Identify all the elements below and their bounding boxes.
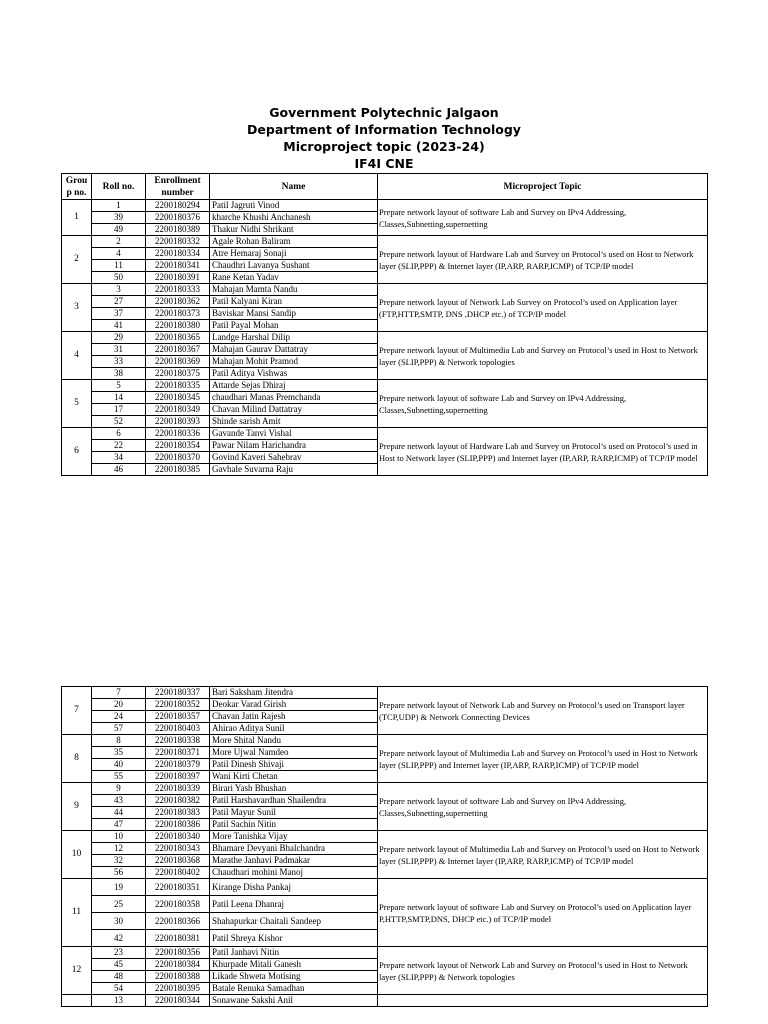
roll-number: 25 — [92, 896, 146, 913]
group-number: 12 — [62, 947, 92, 995]
roll-number: 6 — [92, 428, 146, 440]
roll-number: 17 — [92, 404, 146, 416]
group-number: 9 — [62, 783, 92, 831]
roll-number: 47 — [92, 819, 146, 831]
group-number: 2 — [62, 236, 92, 284]
student-name: kharche Khushi Anchanesh — [210, 212, 378, 224]
roll-number: 4 — [92, 248, 146, 260]
group-number: 10 — [62, 831, 92, 879]
student-name: Wani Kirti Chetan — [210, 771, 378, 783]
microproject-topic: Prepare network layout of Hardware Lab and Survey on Protocol’s used on Host to Network layer (SLIP,PPP) & Internet layer (IP,ARP, RARP,ICMP) of TCP/IP model — [378, 236, 708, 284]
student-name: Govind Kaveri Sahebrav — [210, 452, 378, 464]
table-row — [62, 995, 708, 1007]
roll-number: 2 — [92, 236, 146, 248]
table-row — [62, 284, 708, 296]
roll-number: 11 — [92, 260, 146, 272]
enrollment-number: 2200180349 — [146, 404, 210, 416]
roll-number: 41 — [92, 320, 146, 332]
student-name: Baviskar Mansi Sandip — [210, 308, 378, 320]
enrollment-number: 2200180343 — [146, 843, 210, 855]
group-number: 5 — [62, 380, 92, 428]
enrollment-number: 2200180354 — [146, 440, 210, 452]
enrollment-number: 2200180334 — [146, 248, 210, 260]
student-name: Khurpade Mitali Ganesh — [210, 959, 378, 971]
roll-number: 14 — [92, 392, 146, 404]
table-row — [62, 428, 708, 440]
student-name: Mahajan Mamta Nandu — [210, 284, 378, 296]
table-row — [62, 947, 708, 959]
enrollment-number: 2200180376 — [146, 212, 210, 224]
enrollment-number: 2200180335 — [146, 380, 210, 392]
col-header-enrollment: Enrollment number — [146, 174, 210, 200]
student-name: Gavande Tanvi Vishal — [210, 428, 378, 440]
microproject-table-page1 — [61, 173, 708, 476]
student-name: Chavan Jatin Rajesh — [210, 711, 378, 723]
col-header-group: Grou p no. — [62, 174, 92, 200]
roll-number: 40 — [92, 759, 146, 771]
student-name: Bhamare Devyani Bhalchandra — [210, 843, 378, 855]
student-name: Patil Sachin Nitin — [210, 819, 378, 831]
student-name: Rane Ketan Yadav — [210, 272, 378, 284]
group-number: 11 — [62, 879, 92, 947]
table-body-page1 — [62, 200, 708, 476]
student-name: Agale Rohan Baliram — [210, 236, 378, 248]
roll-number: 19 — [92, 879, 146, 896]
roll-number: 45 — [92, 959, 146, 971]
enrollment-number: 2200180382 — [146, 795, 210, 807]
microproject-topic: Prepare network layout of Hardware Lab and Survey on Protocol’s used on Protocol’s used in Host to Network layer (SLIP,PPP) and Internet layer (IP,ARP, RARP,ICMP) of TCP/IP model — [378, 428, 708, 476]
enrollment-number: 2200180340 — [146, 831, 210, 843]
group-number: 3 — [62, 284, 92, 332]
roll-number: 35 — [92, 747, 146, 759]
roll-number: 7 — [92, 687, 146, 699]
enrollment-number: 2200180352 — [146, 699, 210, 711]
enrollment-number: 2200180379 — [146, 759, 210, 771]
enrollment-number: 2200180384 — [146, 959, 210, 971]
roll-number: 1 — [92, 200, 146, 212]
roll-number: 31 — [92, 344, 146, 356]
enrollment-number: 2200180391 — [146, 272, 210, 284]
enrollment-number: 2200180373 — [146, 308, 210, 320]
student-name: Batale Renuka Samadhan — [210, 983, 378, 995]
group-number: 1 — [62, 200, 92, 236]
enrollment-number: 2200180362 — [146, 296, 210, 308]
student-name: Thakur Nidhi Shrikant — [210, 224, 378, 236]
enrollment-number: 2200180344 — [146, 995, 210, 1007]
enrollment-number: 2200180365 — [146, 332, 210, 344]
roll-number: 33 — [92, 356, 146, 368]
enrollment-number: 2200180389 — [146, 224, 210, 236]
enrollment-number: 2200180395 — [146, 983, 210, 995]
student-name: Kirange Disha Pankaj — [210, 879, 378, 896]
roll-number: 38 — [92, 368, 146, 380]
roll-number: 44 — [92, 807, 146, 819]
roll-number: 39 — [92, 212, 146, 224]
student-name: Patil Payal Mohan — [210, 320, 378, 332]
enrollment-number: 2200180358 — [146, 896, 210, 913]
col-header-topic: Microproject Topic — [378, 174, 708, 200]
enrollment-number: 2200180370 — [146, 452, 210, 464]
class-subject: IF4I CNE — [354, 156, 414, 171]
enrollment-number: 2200180357 — [146, 711, 210, 723]
table-row — [62, 236, 708, 248]
student-name: Patil Jagruti Vinod — [210, 200, 378, 212]
roll-number: 49 — [92, 224, 146, 236]
enrollment-number: 2200180341 — [146, 260, 210, 272]
table-row — [62, 200, 708, 212]
student-name: Patil Dinesh Shivaji — [210, 759, 378, 771]
student-name: Landge Harshal Dilip — [210, 332, 378, 344]
group-number: 7 — [62, 687, 92, 735]
student-name: Patil Shreya Kishor — [210, 930, 378, 947]
student-name: Atre Hemaraj Sonaji — [210, 248, 378, 260]
enrollment-number: 2200180402 — [146, 867, 210, 879]
roll-number: 12 — [92, 843, 146, 855]
document-header — [0, 104, 768, 172]
table-body-page2 — [62, 687, 708, 1007]
student-name: Shahapurkar Chaitali Sandeep — [210, 913, 378, 930]
microproject-topic: Prepare network layout of software Lab and Survey on IPv4 Addressing, Classes,Subnetting,supernetting — [378, 200, 708, 236]
roll-number: 10 — [92, 831, 146, 843]
roll-number: 55 — [92, 771, 146, 783]
roll-number: 23 — [92, 947, 146, 959]
microproject-topic: Prepare network layout of Network Lab and Survey on Protocol’s used on Transport layer (TCP,UDP) & Network Connecting Devices — [378, 687, 708, 735]
col-header-name: Name — [210, 174, 378, 200]
roll-number: 52 — [92, 416, 146, 428]
student-name: Patil Mayur Sunil — [210, 807, 378, 819]
institute-name: Government Polytechnic Jalgaon — [269, 105, 499, 120]
student-name: Likade Shweta Motising — [210, 971, 378, 983]
roll-number: 8 — [92, 735, 146, 747]
enrollment-number: 2200180403 — [146, 723, 210, 735]
roll-number: 27 — [92, 296, 146, 308]
enrollment-number: 2200180380 — [146, 320, 210, 332]
roll-number: 30 — [92, 913, 146, 930]
group-number: 8 — [62, 735, 92, 783]
student-name: Patil Janhavi Nitin — [210, 947, 378, 959]
table-row — [62, 783, 708, 795]
table-row — [62, 831, 708, 843]
enrollment-number: 2200180332 — [146, 236, 210, 248]
enrollment-number: 2200180381 — [146, 930, 210, 947]
enrollment-number: 2200180375 — [146, 368, 210, 380]
student-name: Chavan Milind Dattatray — [210, 404, 378, 416]
enrollment-number: 2200180337 — [146, 687, 210, 699]
enrollment-number: 2200180336 — [146, 428, 210, 440]
student-name: Pawar Nilam Harichandra — [210, 440, 378, 452]
student-name: Mahajan Mohit Pramod — [210, 356, 378, 368]
roll-number: 50 — [92, 272, 146, 284]
roll-number: 9 — [92, 783, 146, 795]
enrollment-number: 2200180386 — [146, 819, 210, 831]
student-name: Chaudhari mohini Manoj — [210, 867, 378, 879]
student-name: Shinde sarish Amit — [210, 416, 378, 428]
student-name: Marathe Janhavi Padmakar — [210, 855, 378, 867]
student-name: Birari Yash Bhushan — [210, 783, 378, 795]
roll-number: 32 — [92, 855, 146, 867]
roll-number: 46 — [92, 464, 146, 476]
roll-number: 13 — [92, 995, 146, 1007]
microproject-topic: Prepare network layout of Multimedia Lab and Survey on Protocol’s used in Host to Network layer (SLIP,PPP) and Internet layer (IP,ARP, RARP,ICMP) of TCP/IP model — [378, 735, 708, 783]
microproject-table-page2 — [61, 686, 708, 1007]
student-name: chaudhari Manas Premchanda — [210, 392, 378, 404]
roll-number: 43 — [92, 795, 146, 807]
table-row — [62, 687, 708, 699]
microproject-topic: Prepare network layout of software Lab and Survey on IPv4 Addressing, Classes,Subnetting,supernetting — [378, 783, 708, 831]
microproject-topic: Prepare network layout of software Lab and Survey on Protocol’s used on Application layer P,HTTP,SMTP,DNS, DHCP etc.) of TCP/IP model — [378, 879, 708, 947]
student-name: Patil Kalyani Kiran — [210, 296, 378, 308]
enrollment-number: 2200180367 — [146, 344, 210, 356]
enrollment-number: 2200180294 — [146, 200, 210, 212]
roll-number: 3 — [92, 284, 146, 296]
group-number: 4 — [62, 332, 92, 380]
student-name: More Tanishka Vijay — [210, 831, 378, 843]
microproject-topic: Prepare network layout of software Lab and Survey on IPv4 Addressing, Classes,Subnetting,supernetting — [378, 380, 708, 428]
enrollment-number: 2200180366 — [146, 913, 210, 930]
microproject-topic: Prepare network layout of Network Lab and Survey on Protocol’s used in Host to Network layer (SLIP,PPP) & Network topologies — [378, 947, 708, 995]
student-name: Attarde Sejas Dhiraj — [210, 380, 378, 392]
microproject-topic — [378, 995, 708, 1007]
student-name: Patil Aditya Vishwas — [210, 368, 378, 380]
enrollment-number: 2200180333 — [146, 284, 210, 296]
roll-number: 48 — [92, 971, 146, 983]
roll-number: 5 — [92, 380, 146, 392]
enrollment-number: 2200180369 — [146, 356, 210, 368]
microproject-topic: Prepare network layout of Multimedia Lab and Survey on Protocol’s used in Host to Network layer (SLIP,PPP) & Network topologies — [378, 332, 708, 380]
department-name: Department of Information Technology — [247, 122, 521, 137]
roll-number: 57 — [92, 723, 146, 735]
enrollment-number: 2200180371 — [146, 747, 210, 759]
enrollment-number: 2200180388 — [146, 971, 210, 983]
document-title: Microproject topic (2023-24) — [283, 139, 485, 154]
enrollment-number: 2200180383 — [146, 807, 210, 819]
enrollment-number: 2200180339 — [146, 783, 210, 795]
student-name: Gavhale Suvarna Raju — [210, 464, 378, 476]
enrollment-number: 2200180385 — [146, 464, 210, 476]
roll-number: 37 — [92, 308, 146, 320]
enrollment-number: 2200180345 — [146, 392, 210, 404]
enrollment-number: 2200180393 — [146, 416, 210, 428]
microproject-topic: Prepare network layout of Network Lab Survey on Protocol’s used on Application layer (FTP,HTTP,SMTP, DNS ,DHCP etc.) of TCP/IP model — [378, 284, 708, 332]
student-name: Sonawane Sakshi Anil — [210, 995, 378, 1007]
roll-number: 42 — [92, 930, 146, 947]
enrollment-number: 2200180351 — [146, 879, 210, 896]
group-number — [62, 995, 92, 1007]
microproject-topic: Prepare network layout of Multimedia Lab and Survey on Protocol’s used on Host to Network layer (SLIP,PPP) & Internet layer (IP,ARP, RARP,ICMP) of TCP/IP model — [378, 831, 708, 879]
student-name: Mahajan Gaurav Dattatray — [210, 344, 378, 356]
roll-number: 20 — [92, 699, 146, 711]
roll-number: 54 — [92, 983, 146, 995]
roll-number: 34 — [92, 452, 146, 464]
roll-number: 22 — [92, 440, 146, 452]
table-row — [62, 380, 708, 392]
group-number: 6 — [62, 428, 92, 476]
student-name: Patil Harshavardhan Shailendra — [210, 795, 378, 807]
student-name: More Ujwal Namdeo — [210, 747, 378, 759]
table-row — [62, 332, 708, 344]
student-name: Chaudhri Lavanya Sushant — [210, 260, 378, 272]
student-name: Patil Leena Dhanraj — [210, 896, 378, 913]
student-name: Bari Saksham Jitendra — [210, 687, 378, 699]
enrollment-number: 2200180356 — [146, 947, 210, 959]
col-header-roll: Roll no. — [92, 174, 146, 200]
student-name: Ahirao Aditya Sunil — [210, 723, 378, 735]
enrollment-number: 2200180338 — [146, 735, 210, 747]
student-name: Deokar Varad Girish — [210, 699, 378, 711]
roll-number: 56 — [92, 867, 146, 879]
table-row — [62, 879, 708, 896]
enrollment-number: 2200180368 — [146, 855, 210, 867]
roll-number: 29 — [92, 332, 146, 344]
table-row — [62, 735, 708, 747]
student-name: More Shital Nandu — [210, 735, 378, 747]
roll-number: 24 — [92, 711, 146, 723]
enrollment-number: 2200180397 — [146, 771, 210, 783]
